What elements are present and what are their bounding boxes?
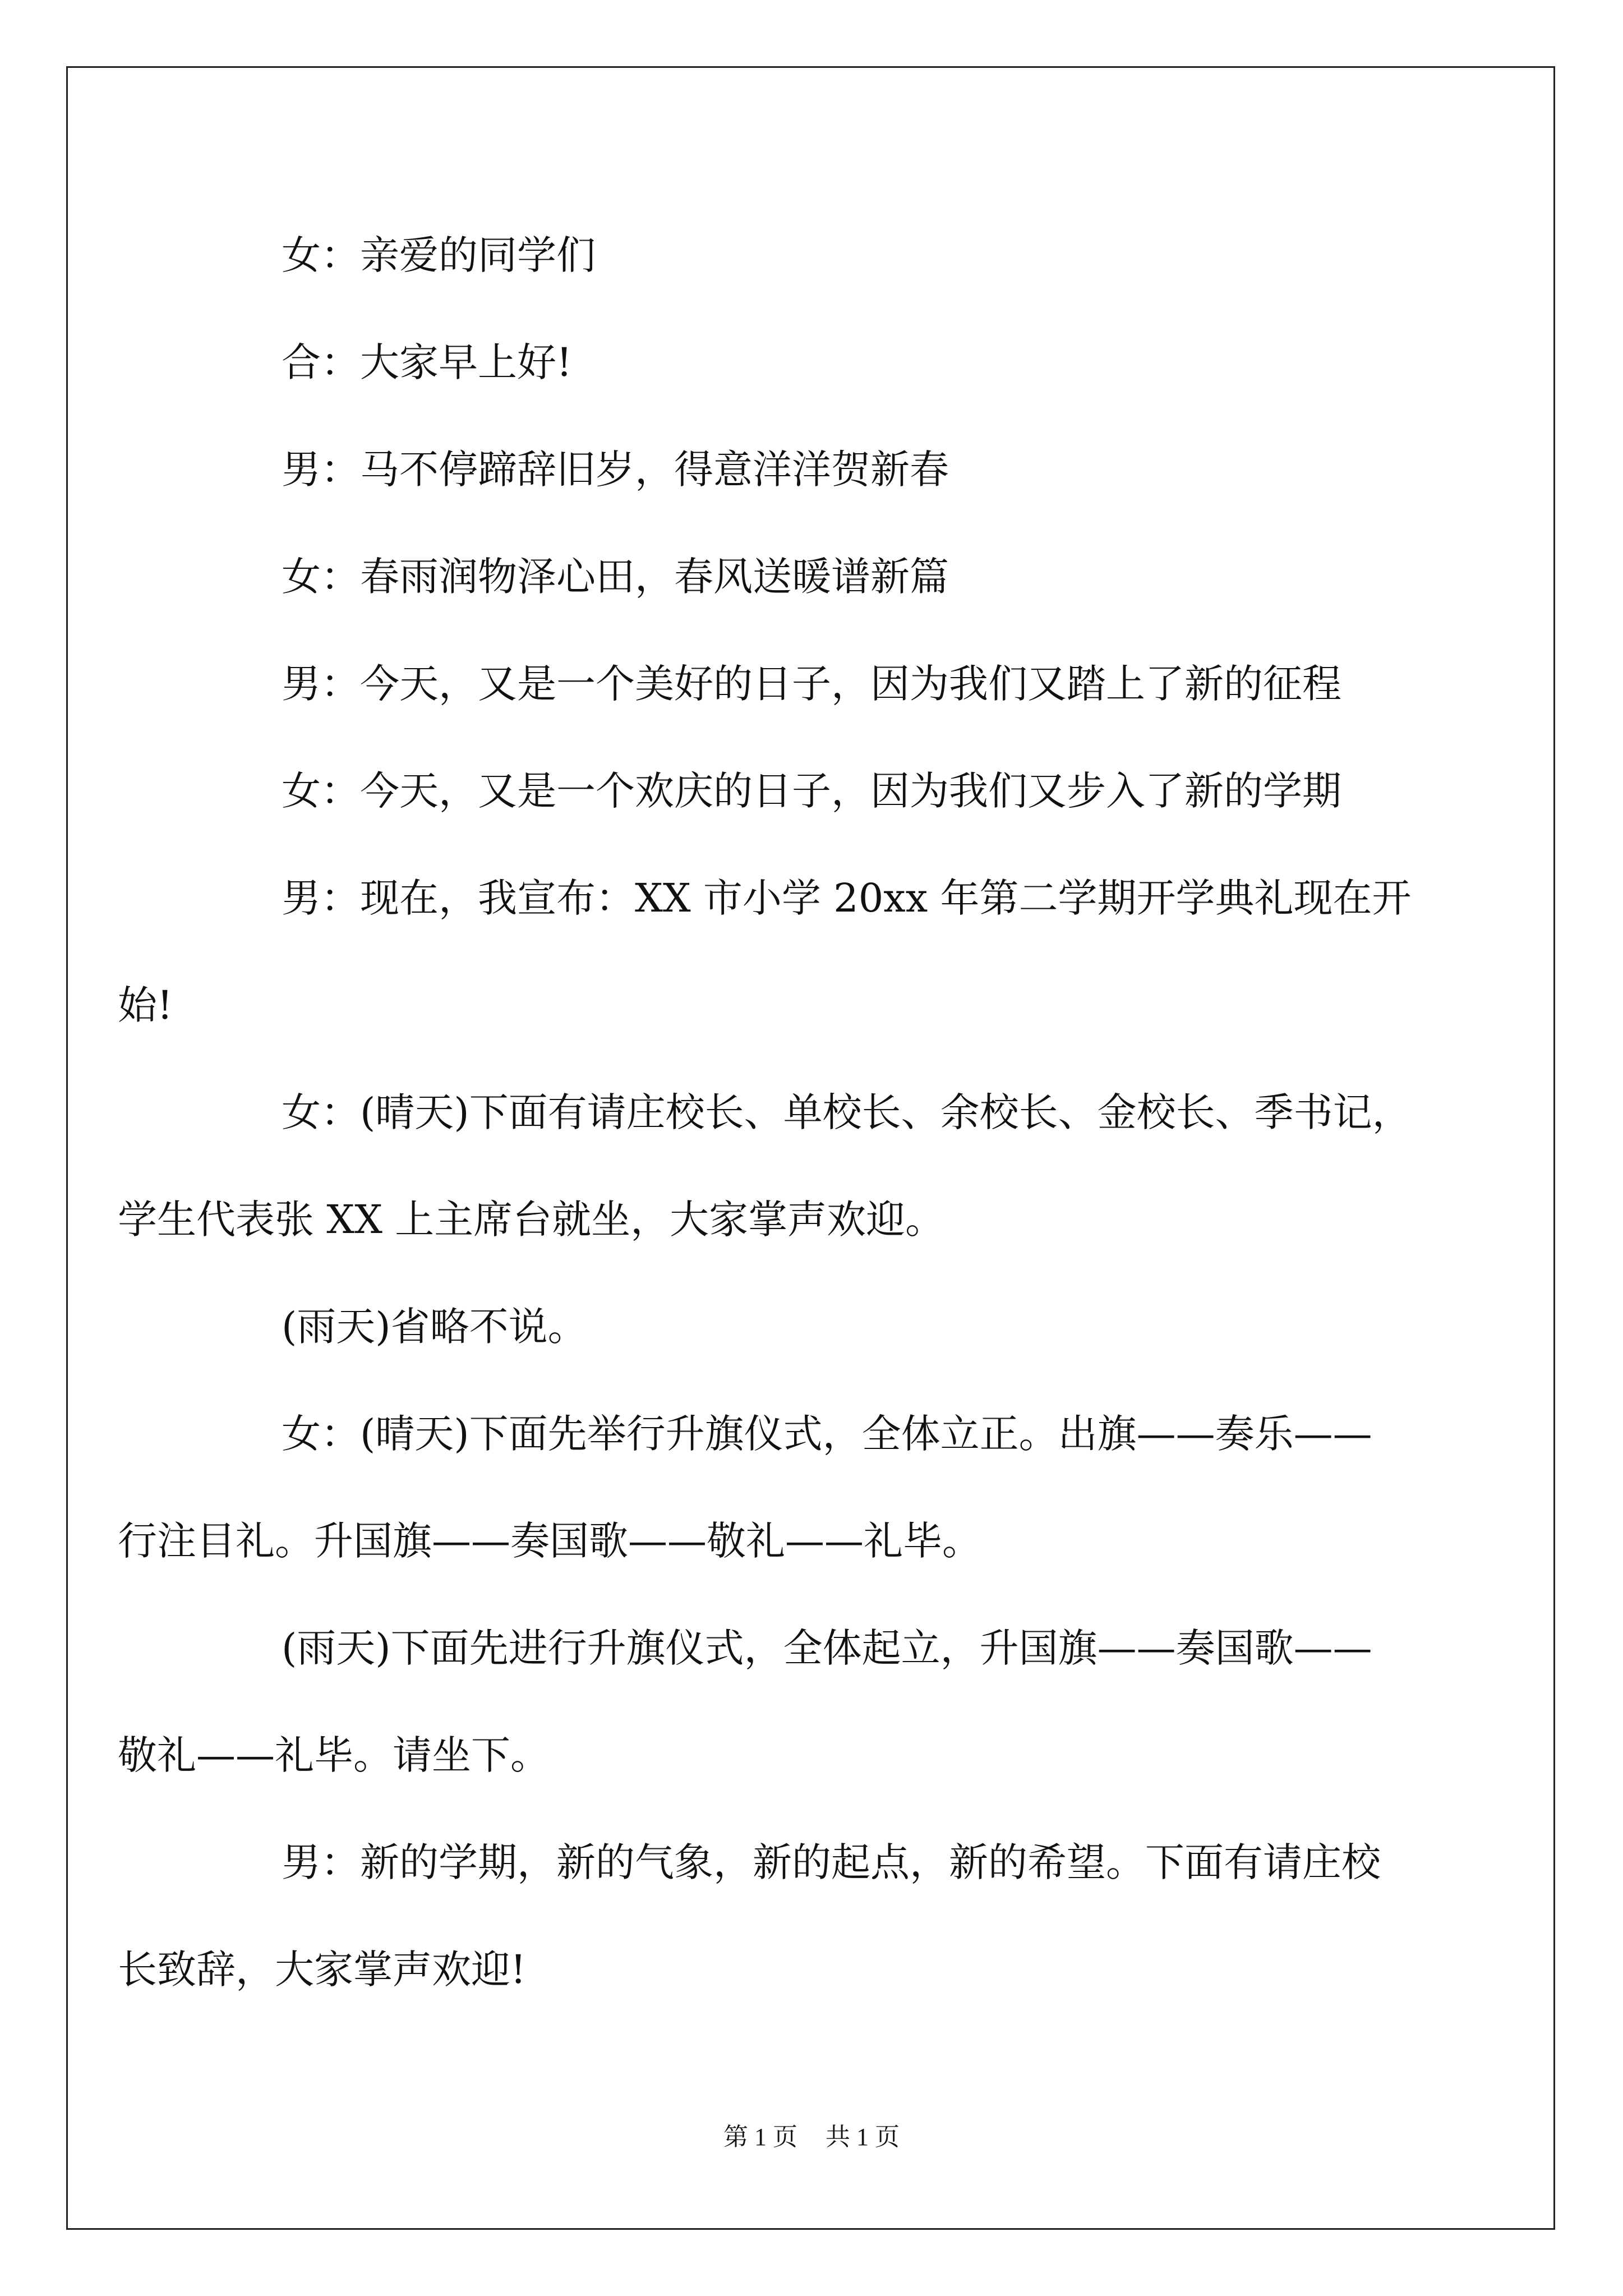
paragraph [200,523,1433,631]
text-line: 敬礼——礼毕。请坐下。 [118,1732,550,1778]
paragraph [200,309,1433,416]
text-line: 始! [118,982,173,1028]
text-line: 男：现在，我宣布：XX 市小学 20xx 年第二学期开学典礼现在开 [282,875,1412,921]
paragraph [118,1059,1433,1273]
text-line: (雨天)省略不说。 [282,1304,587,1350]
text-line: 女：春雨润物泽心田，春风送暖谱新篇 [282,554,949,600]
paragraph [118,1809,1433,2023]
paragraph [200,1273,1433,1381]
paragraph [118,845,1433,1059]
page-total: 共 1 页 [826,2123,900,2151]
text-line: 长致辞，大家掌声欢迎! [118,1947,527,1993]
paragraph [118,1595,1433,1809]
text-line: 学生代表张 XX 上主席台就坐，大家掌声欢迎。 [118,1197,945,1243]
paragraph [200,416,1433,523]
document-body [118,202,1433,2023]
page-footer [0,2120,1623,2154]
text-line: (雨天)下面先进行升旗仪式，全体起立，升国旗——奏国歌—— [282,1625,1372,1671]
text-line: 女：亲爱的同学们 [282,232,596,278]
text-line: 合：大家早上好! [282,339,573,385]
text-line: 女：(晴天)下面有请庄校长、单校长、余校长、金校长、季书记， [282,1089,1412,1135]
text-line: 男：今天，又是一个美好的日子，因为我们又踏上了新的征程 [282,661,1341,707]
text-line: 女：(晴天)下面先举行升旗仪式，全体立正。出旗——奏乐—— [282,1411,1372,1457]
page-number: 第 1 页 [723,2123,797,2151]
paragraph [118,1381,1433,1595]
text-line: 女：今天，又是一个欢庆的日子，因为我们又步入了新的学期 [282,768,1341,814]
paragraph [200,202,1433,309]
paragraph [200,738,1433,845]
text-line: 男：新的学期，新的气象，新的起点，新的希望。下面有请庄校 [282,1839,1381,1885]
text-line: 男：马不停蹄辞旧岁，得意洋洋贺新春 [282,447,949,493]
paragraph [200,631,1433,738]
text-line: 行注目礼。升国旗——奏国歌——敬礼——礼毕。 [118,1518,981,1564]
